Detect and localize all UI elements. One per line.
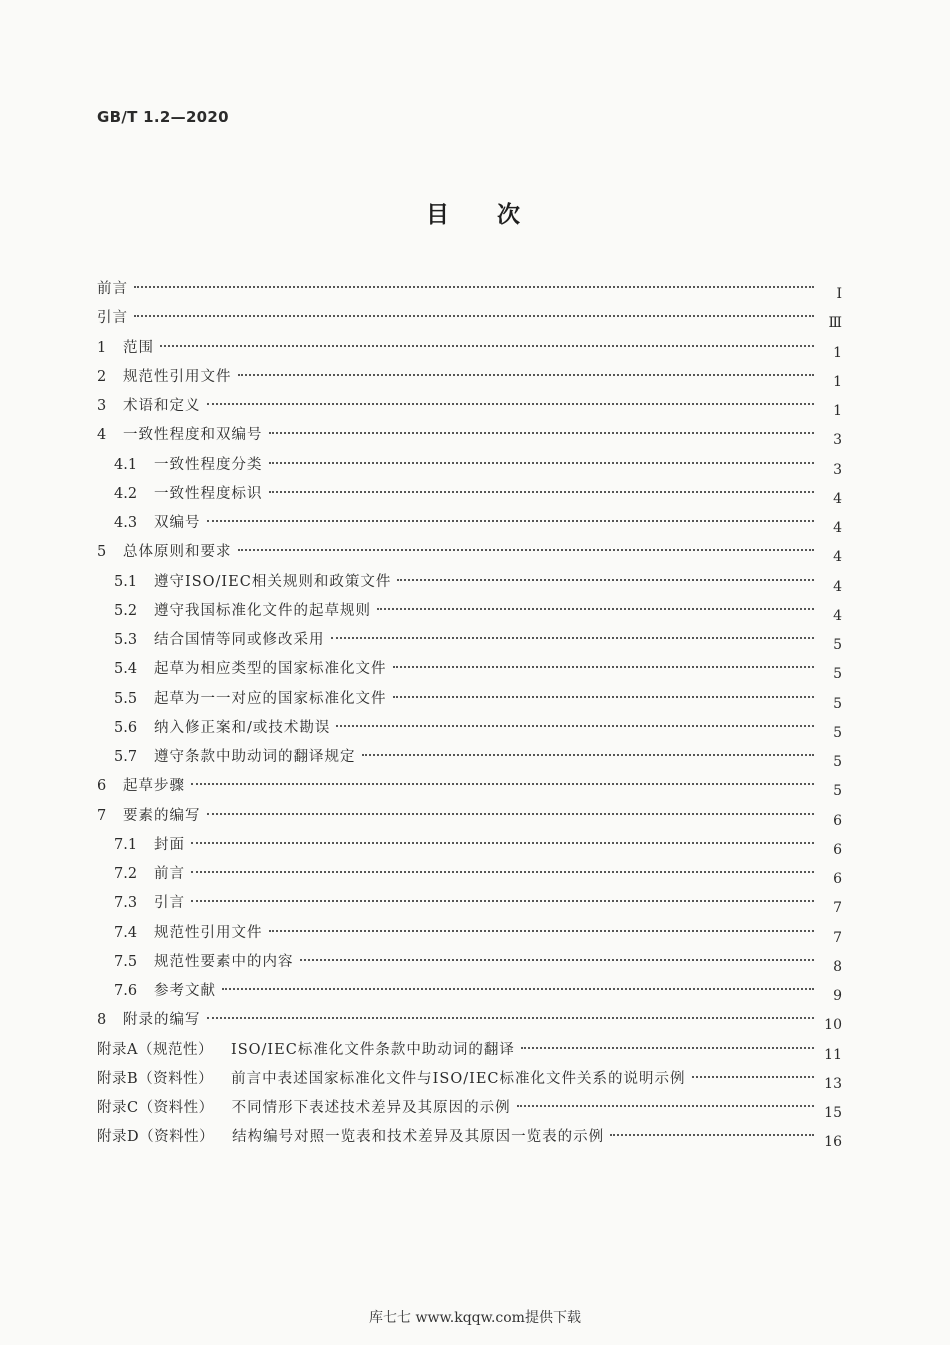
- toc-entry-number: 6: [97, 778, 107, 795]
- toc-entry[interactable]: [97, 509, 842, 538]
- dot-leader: [238, 374, 815, 376]
- page-title: 目次: [426, 202, 568, 228]
- toc-entry-title: 一致性程度和双编号: [123, 427, 263, 444]
- toc-entry-number: 附录A（规范性）: [97, 1041, 213, 1058]
- toc-entry[interactable]: [97, 889, 842, 918]
- toc-entry-page-number: 16: [824, 1134, 842, 1151]
- toc-entry-number: 4.2: [114, 485, 138, 502]
- toc-entry-number: 5.3: [114, 632, 138, 648]
- toc-entry-title: 不同情形下表述技术差异及其原因的示例: [231, 1100, 511, 1116]
- toc-entry[interactable]: [97, 1065, 842, 1094]
- dot-leader: [222, 988, 814, 990]
- dot-leader: [160, 345, 814, 347]
- dot-leader: [300, 959, 815, 961]
- toc-entry-number: 5.5: [114, 690, 138, 707]
- dot-leader: [393, 696, 815, 698]
- toc-entry-page-number: 1: [833, 373, 842, 390]
- toc-entry-number: 5.7: [114, 749, 138, 765]
- toc-entry-number: 附录C（资料性）: [97, 1100, 214, 1116]
- toc-entry-number: 1: [97, 339, 107, 356]
- toc-entry-page-number: 4: [833, 520, 842, 536]
- toc-entry-page-number: 5: [833, 783, 842, 800]
- toc-entry[interactable]: [97, 1094, 842, 1123]
- toc-entry-number: 5.2: [114, 602, 138, 619]
- toc-entry-page-number: 1: [833, 344, 842, 361]
- toc-entry[interactable]: [97, 772, 842, 801]
- toc-entry-number: 8: [97, 1012, 107, 1029]
- toc-entry-title: 一致性程度分类: [154, 456, 263, 473]
- toc-entry-number: 7.3: [114, 895, 138, 912]
- toc-entry-page-number: 3: [833, 461, 842, 478]
- toc-entry-title: 附录的编写: [123, 1012, 201, 1029]
- dot-leader: [269, 491, 815, 493]
- toc-entry-page-number: 15: [824, 1105, 842, 1121]
- dot-leader: [134, 286, 814, 288]
- toc-entry-title: 遵守ISO/IEC相关规则和政策文件: [154, 573, 392, 590]
- toc-entry-title: 引言: [97, 310, 128, 327]
- toc-entry[interactable]: [97, 626, 842, 655]
- dot-leader: [191, 900, 814, 902]
- dot-leader: [336, 725, 814, 727]
- toc-entry-title: 参考文献: [154, 983, 216, 999]
- toc-entry-title: 规范性引用文件: [154, 924, 263, 941]
- dot-leader: [207, 403, 815, 405]
- toc-entry-number: 4: [97, 427, 107, 444]
- toc-entry-title: 遵守我国标准化文件的起草规则: [154, 602, 371, 619]
- toc-entry-number: 7.4: [114, 924, 138, 941]
- toc-entry[interactable]: [97, 597, 842, 626]
- toc-entry[interactable]: [97, 714, 842, 743]
- toc-entry-title: 纳入修正案和/或技术勘误: [154, 719, 331, 736]
- toc-entry-number: 5.6: [114, 719, 138, 736]
- toc-entry[interactable]: [97, 948, 842, 977]
- toc-entry[interactable]: [97, 538, 842, 567]
- toc-entry-title: 要素的编写: [123, 807, 201, 824]
- dot-leader: [191, 842, 814, 844]
- dot-leader: [269, 930, 815, 932]
- toc-entry-title: 起草步骤: [123, 778, 185, 795]
- dot-leader: [377, 608, 814, 610]
- toc-entry-title: 封面: [154, 836, 185, 853]
- toc-entry-title: 引言: [154, 895, 185, 912]
- toc-entry[interactable]: [97, 655, 842, 684]
- toc-entry-number: 7.6: [114, 983, 138, 999]
- toc-entry[interactable]: [97, 831, 842, 860]
- dot-leader: [134, 315, 814, 317]
- toc-entry-page-number: 5: [833, 754, 842, 770]
- toc-entry-number: 7.5: [114, 953, 138, 970]
- toc-entry-page-number: 4: [833, 549, 842, 566]
- toc-entry-number: 2: [97, 368, 107, 385]
- toc-entry[interactable]: [97, 392, 842, 421]
- toc-entry[interactable]: [97, 480, 842, 509]
- toc-entry-number: 3: [97, 398, 107, 414]
- dot-leader: [692, 1076, 815, 1078]
- toc-entry-number: 4.1: [114, 456, 138, 473]
- dot-leader: [362, 754, 815, 756]
- toc-entry[interactable]: [97, 977, 842, 1006]
- toc-entry-title: 结构编号对照一览表和技术差异及其原因一览表的示例: [232, 1129, 605, 1146]
- dot-leader: [207, 1017, 815, 1019]
- toc-entry-title: ISO/IEC标准化文件条款中助动词的翻译: [230, 1041, 515, 1058]
- dot-leader: [517, 1105, 814, 1107]
- toc-entry-page-number: 13: [824, 1075, 842, 1092]
- toc-entry-title: 前言: [154, 866, 185, 882]
- toc-entry[interactable]: [97, 860, 842, 889]
- toc-entry-title: 总体原则和要求: [123, 544, 232, 561]
- toc-entry-page-number: 7: [833, 929, 842, 946]
- toc-entry-page-number: 7: [833, 900, 842, 917]
- toc-entry-title: 双编号: [154, 515, 201, 531]
- toc-entry-title: 前言中表述国家标准化文件与ISO/IEC标准化文件关系的说明示例: [231, 1070, 686, 1087]
- toc-entry-page-number: 6: [833, 871, 842, 887]
- toc-entry-page-number: 4: [833, 578, 842, 595]
- toc-entry-page-number: 5: [833, 695, 842, 712]
- toc-entry-number: 附录B（资料性）: [97, 1070, 214, 1087]
- toc-entry-number: 7: [97, 807, 107, 824]
- toc-entry-title: 规范性引用文件: [123, 368, 232, 385]
- toc-entry-number: 7.2: [114, 866, 138, 882]
- toc-entry-title: 起草为相应类型的国家标准化文件: [154, 661, 387, 678]
- toc-entry[interactable]: [97, 743, 842, 772]
- dot-leader: [238, 549, 815, 551]
- toc-entry-page-number: 5: [833, 724, 842, 741]
- toc-entry[interactable]: [97, 802, 842, 831]
- toc-entry-title: 规范性要素中的内容: [154, 953, 294, 970]
- dot-leader: [191, 871, 814, 873]
- toc-entry-title: 范围: [123, 339, 154, 356]
- toc-entry-page-number: 5: [833, 637, 842, 653]
- toc-entry[interactable]: [97, 919, 842, 948]
- toc-entry-title: 起草为一一对应的国家标准化文件: [154, 690, 387, 707]
- toc-entry-page-number: Ⅰ: [836, 286, 842, 302]
- toc-entry-number: 5.4: [114, 661, 138, 678]
- toc-entry[interactable]: [97, 568, 842, 597]
- toc-entry-page-number: 1: [833, 403, 842, 419]
- dot-leader: [207, 520, 815, 522]
- standard-code: GB/T 1.2—2020: [97, 108, 229, 126]
- toc-entry[interactable]: [97, 421, 842, 450]
- toc-entry-page-number: 10: [824, 1017, 842, 1034]
- dot-leader: [393, 666, 815, 668]
- toc-entry[interactable]: [97, 451, 842, 480]
- dot-leader: [397, 579, 814, 581]
- toc-entry[interactable]: [97, 363, 842, 392]
- dot-leader: [269, 462, 815, 464]
- toc-entry[interactable]: [97, 275, 842, 304]
- toc-entry-page-number: 6: [833, 812, 842, 829]
- dot-leader: [521, 1047, 814, 1049]
- toc-entry-page-number: 4: [833, 607, 842, 624]
- dot-leader: [610, 1134, 814, 1136]
- toc-entry[interactable]: [97, 304, 842, 333]
- toc-entry[interactable]: [97, 685, 842, 714]
- toc-entry-title: 前言: [97, 281, 128, 297]
- toc-entry-page-number: 9: [833, 988, 842, 1004]
- dot-leader: [191, 783, 814, 785]
- toc-entry[interactable]: [97, 1123, 842, 1152]
- toc-entry-title: 一致性程度标识: [154, 485, 263, 502]
- toc-entry-number: 7.1: [114, 836, 138, 853]
- toc-entry-title: 结合国情等同或修改采用: [154, 632, 325, 648]
- toc-entry-title: 术语和定义: [123, 398, 201, 414]
- dot-leader: [331, 637, 815, 639]
- table-of-contents: [97, 275, 842, 1153]
- toc-entry-number: 5.1: [114, 573, 138, 590]
- toc-entry-number: 5: [97, 544, 107, 561]
- toc-entry-number: 附录D（资料性）: [97, 1129, 215, 1146]
- toc-entry-page-number: 5: [833, 666, 842, 683]
- toc-entry-page-number: 11: [824, 1046, 842, 1063]
- dot-leader: [207, 813, 815, 815]
- toc-entry[interactable]: [97, 1036, 842, 1065]
- footer-text: 库七七 www.kqqw.com提供下载: [369, 1310, 581, 1326]
- toc-entry-number: 4.3: [114, 515, 138, 531]
- toc-entry-title: 遵守条款中助动词的翻译规定: [154, 749, 356, 765]
- toc-entry[interactable]: [97, 1006, 842, 1035]
- toc-entry-page-number: 4: [833, 490, 842, 507]
- toc-entry[interactable]: [97, 334, 842, 363]
- toc-entry-page-number: 6: [833, 841, 842, 858]
- dot-leader: [269, 432, 815, 434]
- toc-entry-page-number: 8: [833, 958, 842, 975]
- toc-entry-page-number: 3: [833, 432, 842, 449]
- toc-entry-page-number: Ⅲ: [828, 315, 842, 332]
